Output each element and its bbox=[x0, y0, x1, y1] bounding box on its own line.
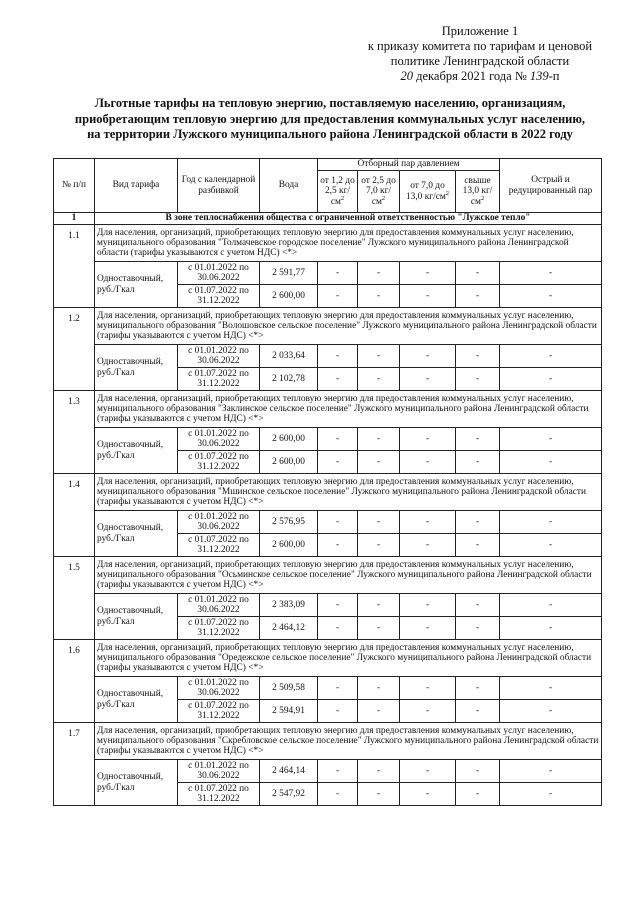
period-first-half: с 01.01.2022 по 30.06.2022 bbox=[178, 262, 260, 285]
dash-cell: - bbox=[318, 677, 358, 700]
dash-cell: - bbox=[400, 617, 456, 640]
row-description: Для населения, организаций, приобретающих тепловую энергию для предоставления коммунальных услуг населению, муниципального образования "Мшинское сельское поселение" Лужского муниципального района Ленинградской области (тарифы указываются с учетом НДС) <*> bbox=[95, 474, 602, 511]
pressure-3-sup: 2 bbox=[445, 189, 450, 197]
dash-cell: - bbox=[456, 451, 500, 474]
row-number: 1.2 bbox=[54, 308, 95, 391]
dash-cell: - bbox=[358, 700, 400, 723]
header-num: № п/п bbox=[54, 159, 95, 213]
pressure-3-label: от 7,0 до 13,0 bbox=[405, 181, 445, 202]
dash-cell: - bbox=[318, 368, 358, 391]
dash-cell: - bbox=[500, 760, 602, 783]
dash-cell: - bbox=[400, 700, 456, 723]
dash-cell: - bbox=[400, 262, 456, 285]
tariff-kind: Одноставочный, руб./Гкал bbox=[95, 345, 178, 391]
water-value-h1: 2 033,64 bbox=[260, 345, 318, 368]
header-steam: Отборный пар давлением bbox=[318, 159, 500, 171]
tariff-period-row bbox=[54, 760, 602, 783]
header-kind: Вид тарифа bbox=[95, 159, 178, 213]
dash-cell: - bbox=[500, 700, 602, 723]
dash-cell: - bbox=[500, 783, 602, 806]
tariff-desc-row bbox=[54, 723, 602, 760]
period-first-half: с 01.01.2022 по 30.06.2022 bbox=[178, 677, 260, 700]
dash-cell: - bbox=[456, 511, 500, 534]
dash-cell: - bbox=[358, 760, 400, 783]
tariff-kind: Одноставочный, руб./Гкал bbox=[95, 511, 178, 557]
pressure-4-unit: кг/см bbox=[470, 186, 493, 207]
dash-cell: - bbox=[358, 262, 400, 285]
row-number: 1.6 bbox=[54, 640, 95, 723]
dash-cell: - bbox=[500, 285, 602, 308]
row-description: Для населения, организаций, приобретающих тепловую энергию для предоставления коммунальных услуг населению, муниципального образования "Оредежское сельское поселение" Лужского муниципального района Ленинградской области (тарифы указываются с учетом НДС) <*> bbox=[95, 640, 602, 677]
dash-cell: - bbox=[456, 617, 500, 640]
dash-cell: - bbox=[400, 783, 456, 806]
dash-cell: - bbox=[500, 677, 602, 700]
pressure-4-label: свыше 13,0 bbox=[462, 175, 491, 197]
dash-cell: - bbox=[500, 451, 602, 474]
pressure-4-sup: 2 bbox=[480, 194, 485, 202]
row-description: Для населения, организаций, приобретающих тепловую энергию для предоставления коммунальных услуг населению, муниципального образования "Скребловское сельское поселение" Лужского муниципального района Ленинградской области (тарифы указываются с учетом НДС) <*> bbox=[95, 723, 602, 760]
period-first-half: с 01.01.2022 по 30.06.2022 bbox=[178, 428, 260, 451]
tariff-desc-row bbox=[54, 308, 602, 345]
dash-cell: - bbox=[400, 368, 456, 391]
water-value-h1: 2 600,00 bbox=[260, 428, 318, 451]
dash-cell: - bbox=[358, 368, 400, 391]
dash-cell: - bbox=[318, 534, 358, 557]
dash-cell: - bbox=[358, 534, 400, 557]
dash-cell: - bbox=[400, 285, 456, 308]
dash-cell: - bbox=[456, 368, 500, 391]
row-description: Для населения, организаций, приобретающих тепловую энергию для предоставления коммунальных услуг населению, муниципального образования "Волошовское сельское поселение" Лужского муниципального района Ленинградской области (тарифы указываются с учетом НДС) <*> bbox=[95, 308, 602, 345]
dash-cell: - bbox=[456, 594, 500, 617]
dash-cell: - bbox=[318, 428, 358, 451]
dash-cell: - bbox=[358, 594, 400, 617]
dash-cell: - bbox=[400, 451, 456, 474]
water-value-h2: 2 464,12 bbox=[260, 617, 318, 640]
tariff-period-row bbox=[54, 594, 602, 617]
header-water: Вода bbox=[260, 159, 318, 213]
water-value-h2: 2 547,92 bbox=[260, 783, 318, 806]
annex-month-year: декабря 2021 года № bbox=[413, 69, 530, 83]
row-description: Для населения, организаций, приобретающих тепловую энергию для предоставления коммунальных услуг населению, муниципального образования "Осьминское сельское поселение" Лужского муниципального района Ленинградской области (тарифы указываются с учетом НДС) <*> bbox=[95, 557, 602, 594]
water-value-h2: 2 594,91 bbox=[260, 700, 318, 723]
dash-cell: - bbox=[400, 428, 456, 451]
dash-cell: - bbox=[318, 760, 358, 783]
period-second-half: с 01.07.2022 по 31.12.2022 bbox=[178, 451, 260, 474]
period-first-half: с 01.01.2022 по 30.06.2022 bbox=[178, 345, 260, 368]
dash-cell: - bbox=[358, 677, 400, 700]
header-pressure-1 bbox=[318, 171, 358, 213]
header-pressure-2 bbox=[358, 171, 400, 213]
document-title: Льготные тарифы на тепловую энергию, поставляемую населению, организациям, приобретающим тепловую энергию для предоставления коммунальных услуг населению, на территории Лужского муниципального района Ленинградской области в 2022 году bbox=[74, 96, 586, 141]
row-description: Для населения, организаций, приобретающих тепловую энергию для предоставления коммунальных услуг населению, муниципального образования "Заклинское сельское поселение" Лужского муниципального района Ленинградской области (тарифы указываются с учетом НДС) <*> bbox=[95, 391, 602, 428]
water-value-h2: 2 600,00 bbox=[260, 534, 318, 557]
annex-block bbox=[350, 24, 610, 84]
period-first-half: с 01.01.2022 по 30.06.2022 bbox=[178, 760, 260, 783]
annex-line-3: политике Ленинградской области bbox=[390, 54, 570, 68]
dash-cell: - bbox=[318, 617, 358, 640]
row-number: 1.7 bbox=[54, 723, 95, 806]
dash-cell: - bbox=[318, 594, 358, 617]
period-second-half: с 01.07.2022 по 31.12.2022 bbox=[178, 617, 260, 640]
annex-title: Приложение 1 bbox=[441, 24, 519, 38]
dash-cell: - bbox=[318, 285, 358, 308]
dash-cell: - bbox=[500, 534, 602, 557]
dash-cell: - bbox=[318, 262, 358, 285]
water-value-h1: 2 464,14 bbox=[260, 760, 318, 783]
tariff-period-row bbox=[54, 677, 602, 700]
dash-cell: - bbox=[358, 451, 400, 474]
dash-cell: - bbox=[358, 345, 400, 368]
dash-cell: - bbox=[500, 511, 602, 534]
water-value-h1: 2 383,09 bbox=[260, 594, 318, 617]
header-row-1 bbox=[54, 159, 602, 171]
tariff-desc-row bbox=[54, 640, 602, 677]
pressure-1-sup: 2 bbox=[340, 194, 345, 202]
dash-cell: - bbox=[358, 511, 400, 534]
row-description: Для населения, организаций, приобретающих тепловую энергию для предоставления коммунальных услуг населению, муниципального образования "Толмачевское городское поселение" Лужского муниципального района Ленинградской области (тарифы указываются с учетом НДС) <*> bbox=[95, 225, 602, 262]
tariff-kind: Одноставочный, руб./Гкал bbox=[95, 262, 178, 308]
dash-cell: - bbox=[456, 534, 500, 557]
period-second-half: с 01.07.2022 по 31.12.2022 bbox=[178, 368, 260, 391]
dash-cell: - bbox=[358, 783, 400, 806]
dash-cell: - bbox=[500, 262, 602, 285]
dash-cell: - bbox=[456, 285, 500, 308]
dash-cell: - bbox=[400, 760, 456, 783]
dash-cell: - bbox=[500, 428, 602, 451]
water-value-h1: 2 576,95 bbox=[260, 511, 318, 534]
header-pressure-4 bbox=[456, 171, 500, 213]
dash-cell: - bbox=[318, 783, 358, 806]
pressure-2-label: от 2,5 до 7,0 bbox=[361, 175, 396, 197]
tariff-period-row bbox=[54, 511, 602, 534]
dash-cell: - bbox=[456, 428, 500, 451]
tariff-kind: Одноставочный, руб./Гкал bbox=[95, 760, 178, 806]
header-year: Год с календарной разбивкой bbox=[178, 159, 260, 213]
dash-cell: - bbox=[500, 617, 602, 640]
period-second-half: с 01.07.2022 по 31.12.2022 bbox=[178, 534, 260, 557]
dash-cell: - bbox=[400, 594, 456, 617]
dash-cell: - bbox=[318, 511, 358, 534]
dash-cell: - bbox=[358, 428, 400, 451]
pressure-2-unit: кг/см bbox=[371, 186, 392, 207]
water-value-h2: 2 600,00 bbox=[260, 285, 318, 308]
dash-cell: - bbox=[358, 617, 400, 640]
dash-cell: - bbox=[318, 700, 358, 723]
zone-title: В зоне теплоснабжения общества с ограниченной ответственностью "Лужское тепло" bbox=[95, 213, 602, 225]
dash-cell: - bbox=[500, 594, 602, 617]
dash-cell: - bbox=[456, 677, 500, 700]
dash-cell: - bbox=[500, 345, 602, 368]
annex-day: 20 bbox=[400, 69, 413, 83]
tariff-period-row bbox=[54, 262, 602, 285]
period-second-half: с 01.07.2022 по 31.12.2022 bbox=[178, 700, 260, 723]
annex-date-line bbox=[350, 69, 610, 84]
pressure-3-unit: кг/см bbox=[424, 191, 446, 202]
water-value-h2: 2 102,78 bbox=[260, 368, 318, 391]
tariff-kind: Одноставочный, руб./Гкал bbox=[95, 594, 178, 640]
pressure-1-unit: кг/см bbox=[330, 186, 351, 207]
pressure-1-label: от 1,2 до 2,5 bbox=[320, 175, 355, 197]
dash-cell: - bbox=[358, 285, 400, 308]
period-first-half: с 01.01.2022 по 30.06.2022 bbox=[178, 511, 260, 534]
annex-order-suffix: -п bbox=[548, 69, 560, 83]
annex-line-2: к приказу комитета по тарифам и ценовой bbox=[367, 39, 593, 53]
tariff-desc-row bbox=[54, 474, 602, 511]
dash-cell: - bbox=[318, 451, 358, 474]
dash-cell: - bbox=[400, 677, 456, 700]
water-value-h2: 2 600,00 bbox=[260, 451, 318, 474]
dash-cell: - bbox=[456, 760, 500, 783]
tariff-table bbox=[53, 158, 602, 806]
header-pressure-3 bbox=[400, 171, 456, 213]
zone-row bbox=[54, 213, 602, 225]
tariff-kind: Одноставочный, руб./Гкал bbox=[95, 428, 178, 474]
dash-cell: - bbox=[456, 783, 500, 806]
tariff-desc-row bbox=[54, 391, 602, 428]
pressure-2-sup: 2 bbox=[381, 194, 386, 202]
row-number: 1.5 bbox=[54, 557, 95, 640]
dash-cell: - bbox=[400, 511, 456, 534]
zone-num: 1 bbox=[54, 213, 95, 225]
tariff-period-row bbox=[54, 345, 602, 368]
row-number: 1.3 bbox=[54, 391, 95, 474]
dash-cell: - bbox=[318, 345, 358, 368]
period-first-half: с 01.01.2022 по 30.06.2022 bbox=[178, 594, 260, 617]
water-value-h1: 2 591,77 bbox=[260, 262, 318, 285]
dash-cell: - bbox=[456, 262, 500, 285]
header-hot-steam: Острый и редуцированный пар bbox=[500, 159, 602, 213]
dash-cell: - bbox=[400, 345, 456, 368]
dash-cell: - bbox=[456, 345, 500, 368]
annex-order-number: 139 bbox=[529, 69, 549, 83]
tariff-period-row bbox=[54, 428, 602, 451]
tariff-desc-row bbox=[54, 225, 602, 262]
tariff-kind: Одноставочный, руб./Гкал bbox=[95, 677, 178, 723]
period-second-half: с 01.07.2022 по 31.12.2022 bbox=[178, 285, 260, 308]
water-value-h1: 2 509,58 bbox=[260, 677, 318, 700]
period-second-half: с 01.07.2022 по 31.12.2022 bbox=[178, 783, 260, 806]
dash-cell: - bbox=[400, 534, 456, 557]
row-number: 1.4 bbox=[54, 474, 95, 557]
row-number: 1.1 bbox=[54, 225, 95, 308]
dash-cell: - bbox=[500, 368, 602, 391]
dash-cell: - bbox=[456, 700, 500, 723]
tariff-desc-row bbox=[54, 557, 602, 594]
